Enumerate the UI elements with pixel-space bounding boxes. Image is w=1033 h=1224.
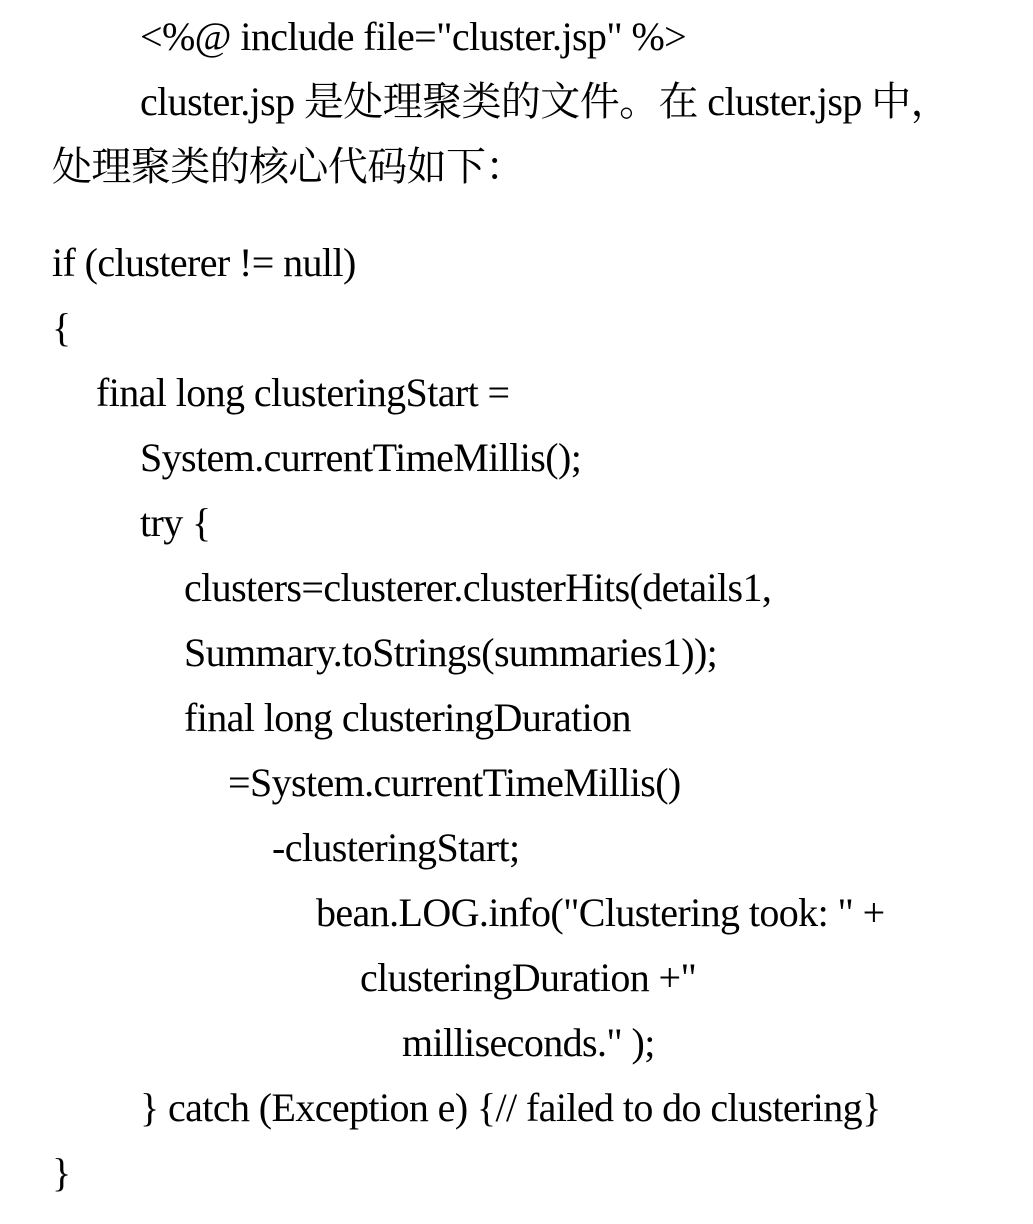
code-line: final long clusteringStart =	[96, 370, 510, 415]
code-line: final long clusteringDuration	[184, 695, 631, 740]
code-line: try {	[140, 500, 211, 545]
code-line: } catch (Exception e) {// failed to do clustering}	[140, 1085, 881, 1130]
code-line: milliseconds." );	[402, 1020, 655, 1065]
include-directive: <%@ include file="cluster.jsp" %>	[140, 14, 687, 59]
code-line: =System.currentTimeMillis()	[228, 760, 681, 805]
code-line: clusteringDuration +"	[360, 955, 697, 1000]
code-line: bean.LOG.info("Clustering took: " +	[316, 890, 885, 935]
code-line: if (clusterer != null)	[52, 240, 356, 285]
code-line: System.currentTimeMillis();	[140, 435, 582, 480]
paragraph-line-2: 处理聚类的核心代码如下：	[52, 144, 525, 189]
code-line: }	[52, 1150, 71, 1195]
paragraph-line-1: cluster.jsp 是处理聚类的文件。在 cluster.jsp 中，	[140, 79, 950, 124]
code-line: {	[52, 305, 71, 350]
code-line: -clusteringStart;	[272, 825, 520, 870]
code-line: clusters=clusterer.clusterHits(details1,	[184, 565, 772, 610]
code-line: Summary.toStrings(summaries1));	[184, 630, 718, 675]
